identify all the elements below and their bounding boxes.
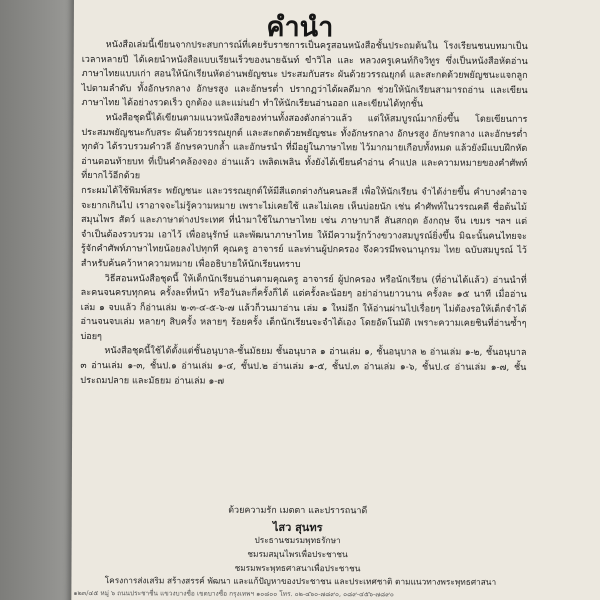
left-page-shadow bbox=[0, 0, 74, 600]
book-page bbox=[71, 0, 600, 600]
signature-title-3: ชมรมพระพุทธศาสนาเพื่อประชาชน bbox=[234, 562, 361, 574]
signature-title-1: ประธานชมรมพุทธรักษา bbox=[254, 534, 341, 546]
page-title: คำนำ bbox=[266, 11, 334, 44]
signature-lead: ด้วยความรัก เมตตา และปรารถนาดี bbox=[228, 505, 368, 517]
signature-title-2: ชมรมสมุนไพรเพื่อประชาชน bbox=[247, 548, 348, 560]
paragraph-2: หนังสือชุดนี้ได้เขียนตามแนวหนังสือของท่านทั้งสองดังกล่าวแล้ว แต่ให้สมบูรณ์มากยิ่งขึ้น โดยเขียนการประสมพยัญชนะกับสระ ผันด้วยวรรณยุกต์ และสะกดด้วยพยัญชนะ ทั้งอักษรกลาง อักษรสูง อักษรกลาง และอักษรต่ำทุกตัว ได้รวบรวมคำวลี อักษรควบกล้ำ และอักษรนำ ที่มีอยู่ในภาษาไทย ไว้มากมายเกือบทั้งหมด แล้วยังมีแบบฝึกหัดอ่านตอนท้ายบท ที่เป็นคำคล้องจอง อ่านแล้ว เพลิดเพลิน ทั้งยังได้เขียนคำอ่าน คำแปล และความหมายของคำศัพท์ ที่ยากไว้อีกด้วย bbox=[81, 113, 528, 182]
page-footer: ๑๒๓/๔๕ หมู่ ๖ ถนนประชาชื่น แขวงบางซื่อ เขตบางซื่อ กรุงเทพฯ ๑๐๘๐๐ โทร. ๐๒-๔๖๐-๗๘๙๐, ๐๘๙-๔๕๖-๗๘๙๐ bbox=[73, 589, 394, 599]
paragraph-4: วิธีสอนหนังสือชุดนี้ ให้เด็กนักเรียนอ่านตามคุณครู อาจารย์ ผู้ปกครอง หรือนักเรียน (ที่อ่านได้แล้ว) อ่านนำที่ละคนจนครบทุกคน ครั้งละที่หน้า หรือวันละกี่ครั้งก็ได้ แต่ครั้งละน้อยๆ อย่าอ่านยาวนาน ครั้งละ ๑๕ นาที เมื่ออ่านเล่ม ๑ จบแล้ว ก็อ่านเล่ม ๒-๓-๔-๕-๖-๗ แล้วก็วนมาอ่าน เล่ม ๑ ใหม่อีก ให้อ่านผ่านไปเรื่อยๆ ไม่ต้องรอให้เด็กจำได้ อ่านจนจบเล่ม หลายๆ สิบครั้ง หลายๆ ร้อยครั้ง เด็กนักเรียนจะจำได้เอง โดยอัตโนมัติ เพราะความเคยชินที่อ่านซ้ำๆ บ่อยๆ bbox=[80, 273, 527, 343]
paragraph-1: หนังสือเล่มนี้เขียนจากประสบการณ์ที่เคยรับราชการเป็นครูสอนหนังสือชั้นประถมต้นใน โรงเรียนชนบทมาเป็นเวลาหลายปี ได้เคยนำหนังสือแบบเรียนเร็วของนายฉันท์ ขำวิไล และ หลวงครูเคนท์กิจวิทูร ซึ่งเป็นหนังสือหัดอ่านภาษาไทยแบบเก่า สอนให้นักเรียนหัดอ่านพยัญชนะ ประสมกับสระ ผันด้วยวรรณยุกต์ และสะกดด้วยพยัญชนะแจกลูกไปตามลำดับ ทั้งอักษรกลาง อักษรสูง และอักษรต่ำ ปรากฏว่าได้ผลดีมาก ช่วยให้นักเรียนสามารถอ่าน และเขียนภาษาไทย ได้อย่างรวดเร็ว ถูกต้อง และแม่นยำ ทำให้นักเรียนอ่านออก และเขียนได้ทุกชั้น bbox=[81, 40, 528, 110]
signature-name: ไสว สุนทร bbox=[272, 520, 323, 535]
paragraph-5: หนังสือชุดนี้ใช้ได้ตั้งแต่ชั้นอนุบาล-ชั้นมัธยม ชั้นอนุบาล ๑ อ่านเล่ม ๑, ชั้นอนุบาล ๒ อ่านเล่ม ๑-๒, ชั้นอนุบาล ๓ อ่านเล่ม ๑-๓, ชั้นป.๑ อ่านเล่ม ๑-๔, ชั้นป.๒ อ่านเล่ม ๑-๕, ชั้นป.๓ อ่านเล่ม ๑-๖, ชั้นป.๔ อ่านเล่ม ๑-๗, ชั้นประถมปลาย และมัธยม อ่านเล่ม ๑-๗ bbox=[80, 346, 527, 387]
preface-body bbox=[80, 38, 528, 390]
signature-organization: โครงการส่งเสริม สร้างสรรค์ พัฒนา และแก้ปัญหาของประชาชน และประเทศชาติ ตามแนวทางพระพุทธศาสนา bbox=[104, 575, 497, 587]
paragraph-3: กระผมได้ใช้พิมพ์สระ พยัญชนะ และวรรณยุกต์ให้มีสีแตกต่างกันคนละสี เพื่อให้นักเรียน จำได้ง่ายขึ้น คำบางคำอาจจะยากเกินไป เราอาจจะไม่รู้ความหมาย เพราะไม่เคยใช้ และไม่เคย เห็นบ่อยนัก เช่น คำศัพท์ในวรรณคดี ชื่อต้นไม้ สมุนไพร สัตว์ และภาษาต่างประเทศ ที่นำมาใช้ในภาษาไทย เช่น ภาษาบาลี สันสกฤต อังกฤษ จีน เขมร ฯลฯ แต่จำเป็นต้องรวบรวม เอาไว้ เพื่ออนุรักษ์ และพัฒนาภาษาไทย ให้มีความรู้กว้างขวางสมบูรณ์ยิ่งขึ้น มิฉะนั้นคนไทยจะ รู้จักคำศัพท์ภาษาไทยน้อยลงไปทุกที คุณครู อาจารย์ และท่านผู้ปกครอง จึงควรมีพจนานุกรม ไทย ฉบับสมบูรณ์ ไว้สำหรับค้นคว้าหาความหมาย เพื่ออธิบายให้นักเรียนทราบ bbox=[80, 185, 528, 270]
